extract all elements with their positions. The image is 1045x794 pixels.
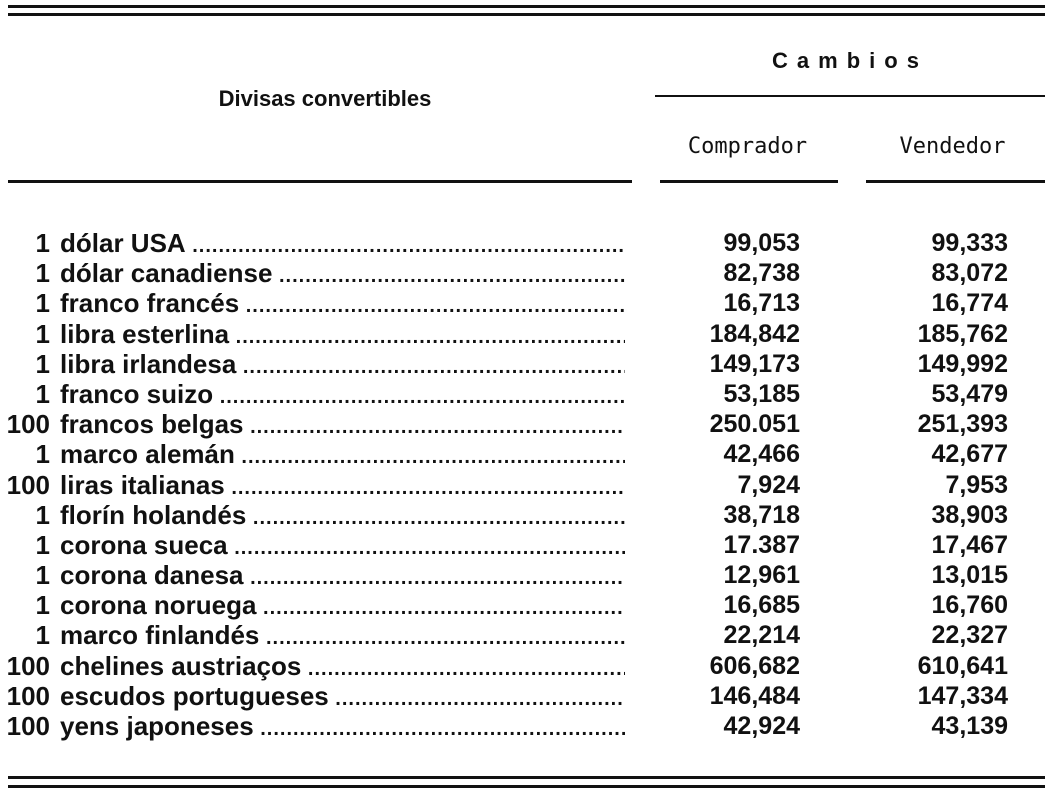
row-currency: francos belgas ..... xyxy=(60,409,625,442)
row-seller-rate: 99,333 xyxy=(931,229,1008,257)
table-row xyxy=(0,500,1045,530)
row-buyer-rate: 16,713 xyxy=(723,289,800,318)
row-buyer-rate: 99,053 xyxy=(723,229,800,257)
row-quantity: 100 xyxy=(6,469,50,500)
divisas-underline xyxy=(8,180,632,183)
row-seller-rate: 16,760 xyxy=(931,591,1008,620)
row-seller-rate: 610,641 xyxy=(917,651,1008,680)
row-quantity: 1 xyxy=(35,499,50,530)
table-row xyxy=(0,530,1045,560)
row-seller-rate: 149,992 xyxy=(917,349,1008,378)
row-buyer-rate: 42,924 xyxy=(723,712,800,740)
header-cambios: Cambios xyxy=(772,48,928,73)
row-currency: franco francés ..... xyxy=(60,288,625,321)
header-vendedor: Vendedor xyxy=(899,134,1006,159)
row-currency: marco alemán ..... xyxy=(60,439,625,472)
table-row xyxy=(0,439,1045,469)
row-quantity: 1 xyxy=(35,258,50,289)
table-row xyxy=(0,379,1045,409)
table-row xyxy=(0,711,1045,741)
row-seller-rate: 13,015 xyxy=(931,561,1008,590)
table-row xyxy=(0,409,1045,439)
row-buyer-rate: 606,682 xyxy=(709,651,800,680)
bottom-rule-lower xyxy=(8,785,1045,788)
row-quantity: 1 xyxy=(35,439,50,470)
bottom-rule xyxy=(8,776,1045,779)
header-comprador: Comprador xyxy=(687,134,808,159)
row-quantity: 100 xyxy=(6,409,50,440)
row-currency: yens japoneses ..... xyxy=(60,711,625,744)
top-rule-lower xyxy=(8,13,1045,16)
row-buyer-rate: 53,185 xyxy=(723,379,800,408)
row-seller-rate: 147,334 xyxy=(917,681,1008,710)
vendedor-underline xyxy=(866,180,1045,183)
row-quantity: 1 xyxy=(35,348,50,379)
row-currency: dólar canadiense ..... xyxy=(60,258,625,291)
row-currency: liras italianas ..... xyxy=(60,470,625,503)
row-seller-rate: 53,479 xyxy=(931,379,1008,408)
row-seller-rate: 83,072 xyxy=(931,259,1008,288)
row-buyer-rate: 149,173 xyxy=(709,349,800,378)
table-row xyxy=(0,288,1045,318)
comprador-underline xyxy=(660,180,838,183)
row-seller-rate: 22,327 xyxy=(931,621,1008,650)
cambios-underline xyxy=(655,95,1045,97)
row-seller-rate: 16,774 xyxy=(931,289,1008,318)
table-row xyxy=(0,681,1045,711)
top-rule xyxy=(8,5,1045,8)
row-currency: corona noruega ..... xyxy=(60,590,625,623)
row-quantity: 1 xyxy=(35,590,50,621)
table-row xyxy=(0,228,1045,258)
row-currency: corona danesa ..... xyxy=(60,560,625,593)
row-quantity: 1 xyxy=(35,529,50,560)
row-quantity: 1 xyxy=(35,620,50,651)
row-seller-rate: 7,953 xyxy=(945,470,1008,499)
row-quantity: 100 xyxy=(6,680,50,711)
row-buyer-rate: 16,685 xyxy=(723,591,800,620)
row-seller-rate: 43,139 xyxy=(931,712,1008,740)
table-row xyxy=(0,319,1045,349)
row-seller-rate: 251,393 xyxy=(917,410,1008,439)
table-row xyxy=(0,590,1045,620)
row-seller-rate: 42,677 xyxy=(931,440,1008,469)
row-buyer-rate: 12,961 xyxy=(723,561,800,590)
row-buyer-rate: 38,718 xyxy=(723,500,800,529)
row-quantity: 1 xyxy=(35,378,50,409)
exchange-rate-table xyxy=(0,228,1045,741)
row-currency: libra esterlina ..... xyxy=(60,319,625,352)
header-divisas: Divisas convertibles xyxy=(218,86,432,111)
table-row xyxy=(0,258,1045,288)
row-currency: libra irlandesa ..... xyxy=(60,349,625,382)
row-seller-rate: 38,903 xyxy=(931,500,1008,529)
row-quantity: 1 xyxy=(35,288,50,319)
row-currency: corona sueca ..... xyxy=(60,530,625,563)
row-buyer-rate: 22,214 xyxy=(723,621,800,650)
row-buyer-rate: 42,466 xyxy=(723,440,800,469)
row-buyer-rate: 17.387 xyxy=(723,530,800,559)
table-row xyxy=(0,651,1045,681)
row-buyer-rate: 82,738 xyxy=(723,259,800,288)
row-currency: marco finlandés ..... xyxy=(60,620,625,653)
row-quantity: 1 xyxy=(35,560,50,591)
table-row xyxy=(0,349,1045,379)
row-currency: florín holandés ..... xyxy=(60,500,625,533)
row-buyer-rate: 7,924 xyxy=(737,470,800,499)
row-currency: franco suizo ..... xyxy=(60,379,625,412)
row-quantity: 100 xyxy=(6,711,50,741)
table-row xyxy=(0,560,1045,590)
table-row xyxy=(0,470,1045,500)
row-currency: chelines austriaços ..... xyxy=(60,651,625,684)
row-buyer-rate: 184,842 xyxy=(709,319,800,348)
table-row xyxy=(0,620,1045,650)
row-quantity: 100 xyxy=(6,650,50,681)
row-currency: dólar USA ..... xyxy=(60,228,625,261)
row-quantity: 1 xyxy=(35,228,50,258)
row-seller-rate: 185,762 xyxy=(917,319,1008,348)
row-buyer-rate: 146,484 xyxy=(709,681,800,710)
row-currency: escudos portugueses ..... xyxy=(60,681,625,714)
row-quantity: 1 xyxy=(35,318,50,349)
row-buyer-rate: 250.051 xyxy=(709,410,800,439)
row-seller-rate: 17,467 xyxy=(931,530,1008,559)
